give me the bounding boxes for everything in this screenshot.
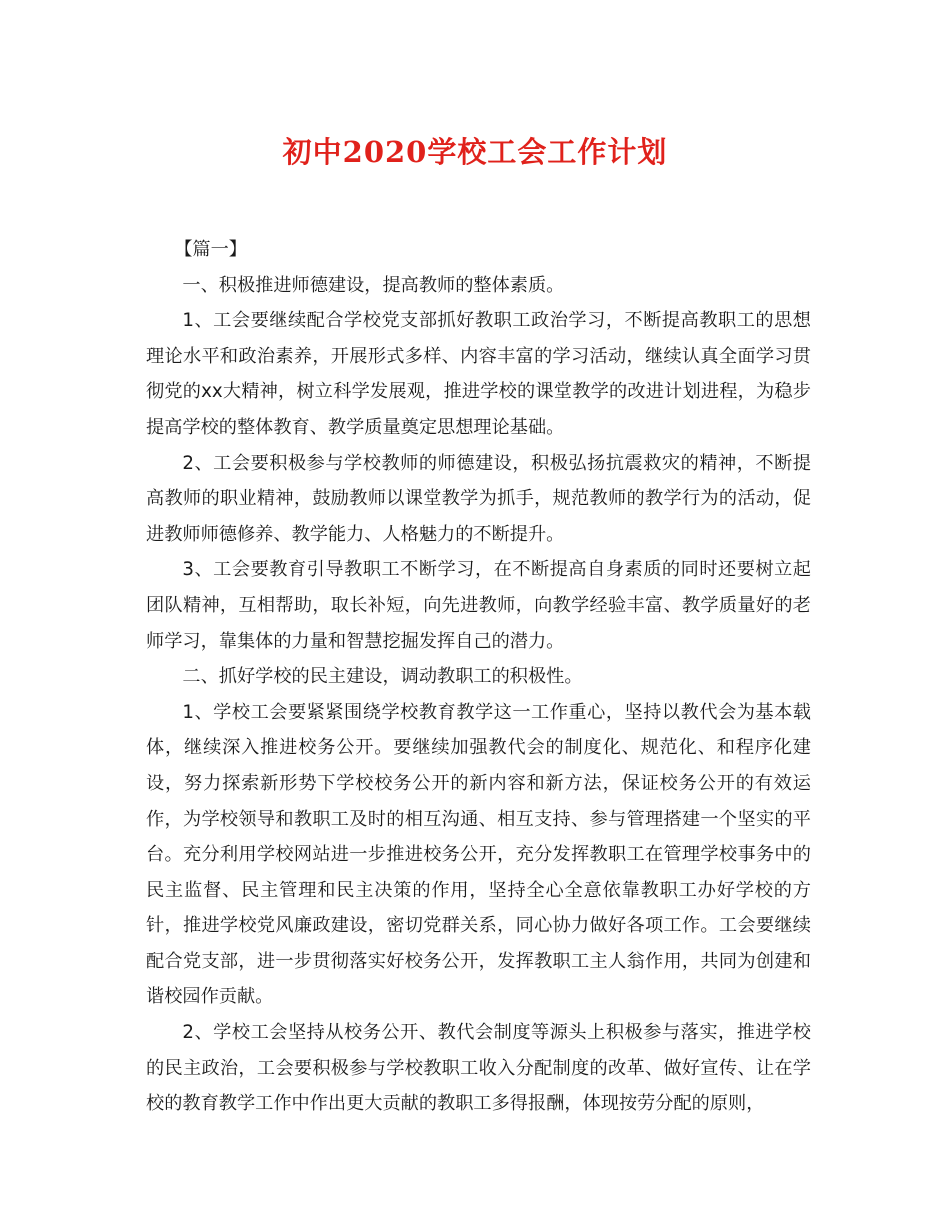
paragraph-2-1: 1、学校工会要紧紧围绕学校教育教学这一工作重心，坚持以教代会为基本载体，继续深入推进校务公开。要继续加强教代会的制度化、规范化、和程序化建设，努力探索新形势下学校校务公开的新内容和新方法，保证校务公开的有效运作，为学校领导和教职工及时的相互沟通、相互支持、参与管理搭建一个坚实的平台。充分利用学校网站进一步推进校务公开，充分发挥教职工在管理学校事务中的民主监督、民主管理和民主决策的作用，坚持全心全意依靠教职工办好学校的方针，推进学校党风廉政建设，密切党群关系，同心协力做好各项工作。工会要继续配合党支部，进一步贯彻落实好校务公开，发挥教职工主人翁作用，共同为创建和谐校园作贡献。 (146, 701, 811, 1008)
paragraph-1-1: 1、工会要继续配合学校党支部抓好教职工政治学习，不断提高教职工的思想理论水平和政治素养，开展形式多样、内容丰富的学习活动，继续认真全面学习贯彻党的xx大精神，树立科学发展观，推进学校的课堂教学的改进计划进程，为稳步提高学校的整体教育、教学质量奠定思想理论基础。 (146, 310, 811, 438)
heading-one: 一、积极推进师德建设，提高教师的整体素质。 (182, 274, 565, 296)
paragraph-2-2: 2、学校工会坚持从校务公开、教代会制度等源头上积极参与落实，推进学校的民主政治，工会要积极参与学校教职工收入分配制度的改革、做好宣传、让在学校的教育教学工作中作出更大贡献的教职工多得报酬，体现按劳分配的原则， (146, 1022, 811, 1115)
paragraph-1-3: 3、工会要教育引导教职工不断学习，在不断提高自身素质的同时还要树立起团队精神，互相帮助，取长补短，向先进教师，向教学经验丰富、教学质量好的老师学习，靠集体的力量和智慧挖掘发挥自己的潜力。 (146, 559, 811, 652)
section-tag: 【篇一】 (174, 239, 247, 260)
document-title: 初中2020学校工会工作计划 (282, 135, 668, 169)
paragraph-1-2: 2、工会要积极参与学校教师的师德建设，积极弘扬抗震救灾的精神，不断提高教师的职业精神，鼓励教师以课堂教学为抓手，规范教师的教学行为的活动，促进教师师德修养、教学能力、人格魅力的不断提升。 (146, 452, 811, 545)
document-body (146, 232, 811, 1122)
heading-two: 二、抓好学校的民主建设，调动教职工的积极性。 (182, 666, 583, 688)
